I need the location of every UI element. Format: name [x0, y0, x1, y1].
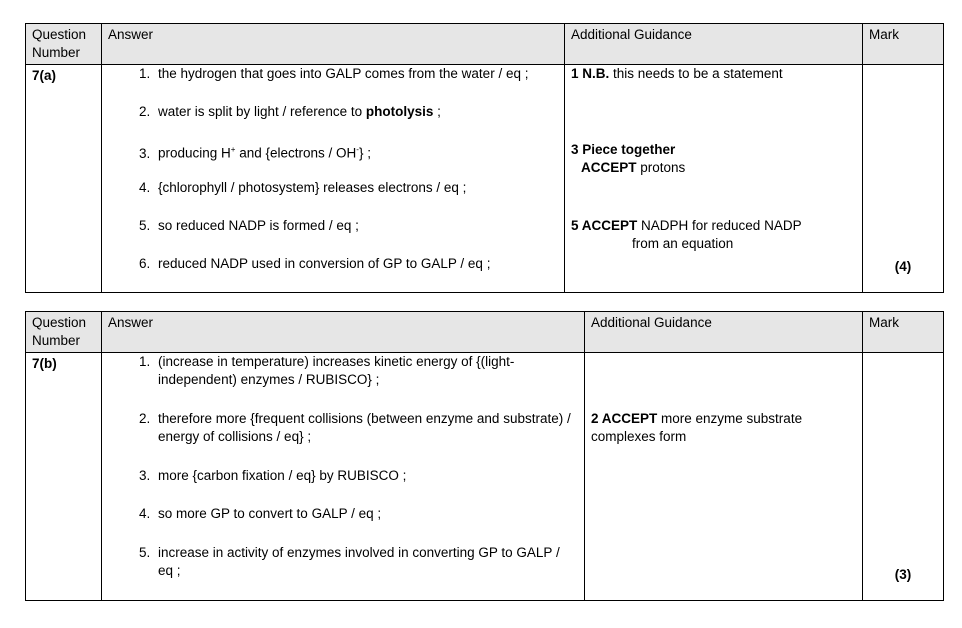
guidance-cell: [565, 65, 863, 293]
header-mark: Mark: [863, 24, 944, 65]
bold-term: photolysis: [365, 104, 434, 119]
question-number: 7(b): [26, 353, 102, 601]
question-number: 7(a): [26, 65, 102, 293]
mark-value: (3): [894, 567, 912, 582]
header-additional-guidance: Additional Guidance: [565, 24, 863, 65]
header-mark: Mark: [863, 312, 944, 353]
table-row: [26, 353, 944, 601]
answer-item: 2. water is split by light / reference to photolysis ;: [154, 103, 558, 141]
table-row: [26, 65, 944, 293]
mark-cell: [863, 353, 944, 601]
mark-cell: [863, 65, 944, 293]
header-answer: Answer: [102, 24, 565, 65]
mark-scheme-table-7b: [25, 311, 944, 601]
header-question-number: Question Number: [26, 312, 102, 353]
guidance-note: 1 N.B. this needs to be a statement: [571, 66, 783, 81]
answer-cell: [102, 65, 565, 293]
answer-item: 6. reduced NADP used in conversion of GP to GALP / eq ;: [154, 255, 558, 273]
answer-item: 3. more {carbon fixation / eq} by RUBISCO ;: [154, 467, 574, 505]
guidance-note: 3 Piece together ACCEPT protons: [571, 142, 686, 175]
answer-item: 4. {chlorophyll / photosystem} releases electrons / eq ;: [154, 179, 558, 217]
answer-item: 5. so reduced NADP is formed / eq ;: [154, 217, 558, 255]
answer-item: 4. so more GP to convert to GALP / eq ;: [154, 505, 574, 544]
guidance-note: 2 ACCEPT more enzyme substrate complexes form: [591, 411, 803, 444]
answer-item: 2. therefore more {frequent collisions (between enzyme and substrate) / energy of collisions / eq} ;: [154, 410, 574, 467]
answer-item: 3. producing H+ and {electrons / OH-} ;: [154, 141, 558, 179]
answer-cell: [102, 353, 585, 601]
header-question-number: Question Number: [26, 24, 102, 65]
header-row: [26, 24, 944, 65]
answer-item: 1. the hydrogen that goes into GALP comes from the water / eq ;: [154, 65, 558, 103]
header-row: [26, 312, 944, 353]
header-additional-guidance: Additional Guidance: [585, 312, 863, 353]
answer-item: 1. (increase in temperature) increases kinetic energy of {(light-independent) enzymes / RUBISCO} ;: [154, 353, 574, 410]
mark-scheme-table-7a: [25, 23, 944, 293]
guidance-cell: [585, 353, 863, 601]
mark-value: (4): [894, 259, 912, 274]
header-answer: Answer: [102, 312, 585, 353]
guidance-note: 5 ACCEPT NADPH for reduced NADP from an equation: [571, 218, 802, 251]
answer-item: 5. increase in activity of enzymes involved in converting GP to GALP / eq ;: [154, 544, 574, 580]
